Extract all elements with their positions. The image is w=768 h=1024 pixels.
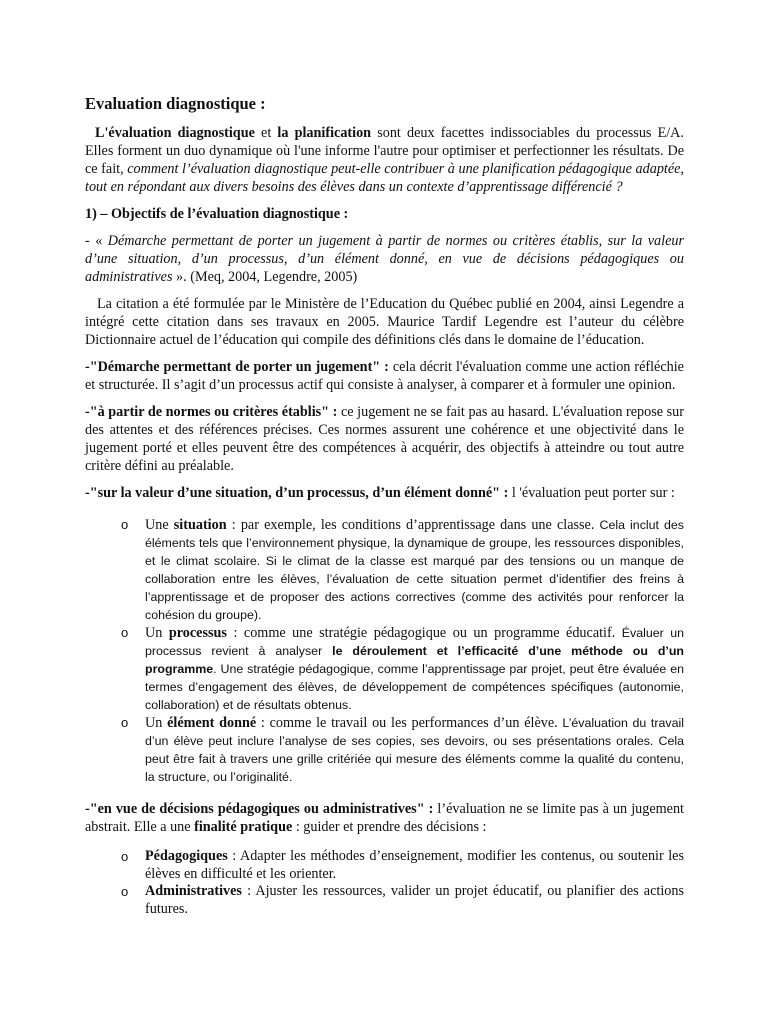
item-detail: Cela inclut des éléments tels que l’environnement physique, la dynamique de groupe, les ressources disponibles, et le climat scolaire. Si le climat de la classe est marqué par des tensions ou un manque de collaboration entre les élèves, l’évaluation de cette situation permet d’identifier des freins à l’apprentissage et de proposer des actions correctives (comme des activités pour renforcer la cohésion du groupe). bbox=[145, 518, 684, 622]
list-item bbox=[121, 714, 684, 786]
list-item bbox=[121, 516, 684, 624]
evaluation-targets-list bbox=[85, 516, 684, 786]
item-lead: Un bbox=[145, 715, 168, 731]
analysis-bold-2: -"à partir de normes ou critères établis" : bbox=[85, 404, 338, 420]
item-lead: Une bbox=[145, 517, 174, 533]
decision-bold: Pédagogiques bbox=[145, 848, 228, 864]
bullet-icon: o bbox=[121, 884, 129, 899]
decision-text: : Adapter les méthodes d’enseignement, modifier les contenus, ou soutenir les élèves en difficulté et les orienter. bbox=[145, 848, 684, 882]
list-item bbox=[121, 848, 684, 883]
analysis-paragraph-4 bbox=[85, 800, 684, 836]
analysis-paragraph-2 bbox=[85, 403, 684, 475]
list-item bbox=[121, 883, 684, 918]
quote-prefix: - « bbox=[85, 233, 108, 249]
intro-text-2: sont deux facettes indissociables du processus E/A. Elles forment un duo dynamique où l'une informe l'autre pour optimiser et perfectionner les résultats. De ce fait, bbox=[85, 125, 684, 177]
intro-paragraph bbox=[85, 124, 684, 196]
item-serif-text: : par exemple, les conditions d’apprentissage dans une classe. bbox=[226, 517, 600, 533]
bullet-icon: o bbox=[121, 715, 129, 730]
item-detail-b: . Une stratégie pédagogique, comme l’apprentissage par projet, peut être évaluée en termes d’engagement des élèves, de développement de compétences spécifiques (autonomie, collaboration) et de résultats obtenus. bbox=[145, 662, 684, 712]
bullet-icon: o bbox=[121, 517, 129, 532]
decision-text: : Ajuster les ressources, valider un projet éducatif, ou planifier des actions futures. bbox=[145, 883, 684, 917]
analysis-bold-3: -"sur la valeur d’une situation, d’un processus, d’un élément donné" : bbox=[85, 485, 509, 501]
item-lead: Un bbox=[145, 625, 169, 641]
intro-text-1: et bbox=[254, 125, 278, 141]
item-bold: élément donné bbox=[167, 715, 257, 731]
analysis-bold-4: -"en vue de décisions pédagogiques ou administratives" : bbox=[85, 801, 434, 817]
item-detail: L’évaluation du travail d’un élève peut inclure l’analyse de ses copies, ses devoirs, ou ses présentations orales. Cela peut être fait à travers une grille critériée qui mesure des éléments comme la qualité du contenu, la structure, ou l’originalité. bbox=[145, 716, 684, 784]
analysis-bold-4b: finalité pratique bbox=[194, 819, 293, 835]
page-title: Evaluation diagnostique : bbox=[85, 94, 266, 113]
intro-bold-2: la planification bbox=[277, 125, 372, 141]
citation-paragraph: La citation a été formulée par le Ministère de l’Education du Québec publié en 2004, ainsi Legendre a intégré cette citation dans ses travaux en 2005. Maurice Tardif Legendre est l’auteur du célèbre Dictionnaire actuel de l’éducation qui compile des définitions clés dans le domaine de l’éducation. bbox=[85, 296, 684, 348]
analysis-paragraph-3 bbox=[85, 484, 684, 502]
intro-bold-1: L'évaluation diagnostique bbox=[95, 125, 255, 141]
bullet-icon: o bbox=[121, 849, 129, 864]
analysis-bold-1: -"Démarche permettant de porter un jugement" : bbox=[85, 359, 389, 375]
item-serif-text: : comme une stratégie pédagogique ou un programme éducatif. bbox=[226, 625, 622, 641]
analysis-text-4b: : guider et prendre des décisions : bbox=[292, 819, 487, 835]
analysis-text-4: l’évaluation ne se limite pas à un jugement abstrait. Elle a une bbox=[85, 801, 684, 835]
item-bold: processus bbox=[168, 625, 227, 641]
analysis-text-1: cela décrit l'évaluation comme une action réfléchie et structurée. Il s’agit d’un processus actif qui consiste à analyser, à comparer et à formuler une opinion. bbox=[85, 359, 684, 393]
item-bold: situation bbox=[173, 517, 227, 533]
item-detail-bold: le déroulement et l’efficacité d’une méthode ou d’un programme bbox=[145, 644, 684, 676]
analysis-text-2: ce jugement ne se fait pas au hasard. L'évaluation repose sur des attentes et des références précises. Ces normes assurent une cohérence et une objectivité dans le jugement porté et elles peuvent être des compétences à acquérir, des objectifs à atteindre ou tout autre critère défini au préalable. bbox=[85, 404, 684, 474]
analysis-text-3: l 'évaluation peut porter sur : bbox=[508, 485, 675, 501]
section-heading: 1) – Objectifs de l’évaluation diagnostique : bbox=[85, 206, 349, 222]
quote-suffix: ». (Meq, 2004, Legendre, 2005) bbox=[172, 269, 358, 285]
list-item bbox=[121, 624, 684, 714]
item-serif-text: : comme le travail ou les performances d’un élève. bbox=[256, 715, 563, 731]
decisions-list bbox=[85, 848, 684, 918]
decision-bold: Administratives bbox=[145, 883, 242, 899]
analysis-paragraph-1 bbox=[85, 358, 684, 394]
intro-question: comment l’évaluation diagnostique peut-elle contribuer à une planification pédagogique adaptée, tout en répondant aux divers besoins des élèves dans un contexte d’apprentissage différencié ? bbox=[85, 161, 684, 195]
quote-paragraph bbox=[85, 232, 684, 286]
quote-text: Démarche permettant de porter un jugement à partir de normes ou critères établis, sur la valeur d’une situation, d’un processus, d’un élément donné, en vue de décisions pédagogiques ou administratives bbox=[85, 233, 685, 285]
bullet-icon: o bbox=[121, 625, 129, 640]
item-detail-a: Évaluer un processus revient à analyser bbox=[145, 626, 684, 658]
